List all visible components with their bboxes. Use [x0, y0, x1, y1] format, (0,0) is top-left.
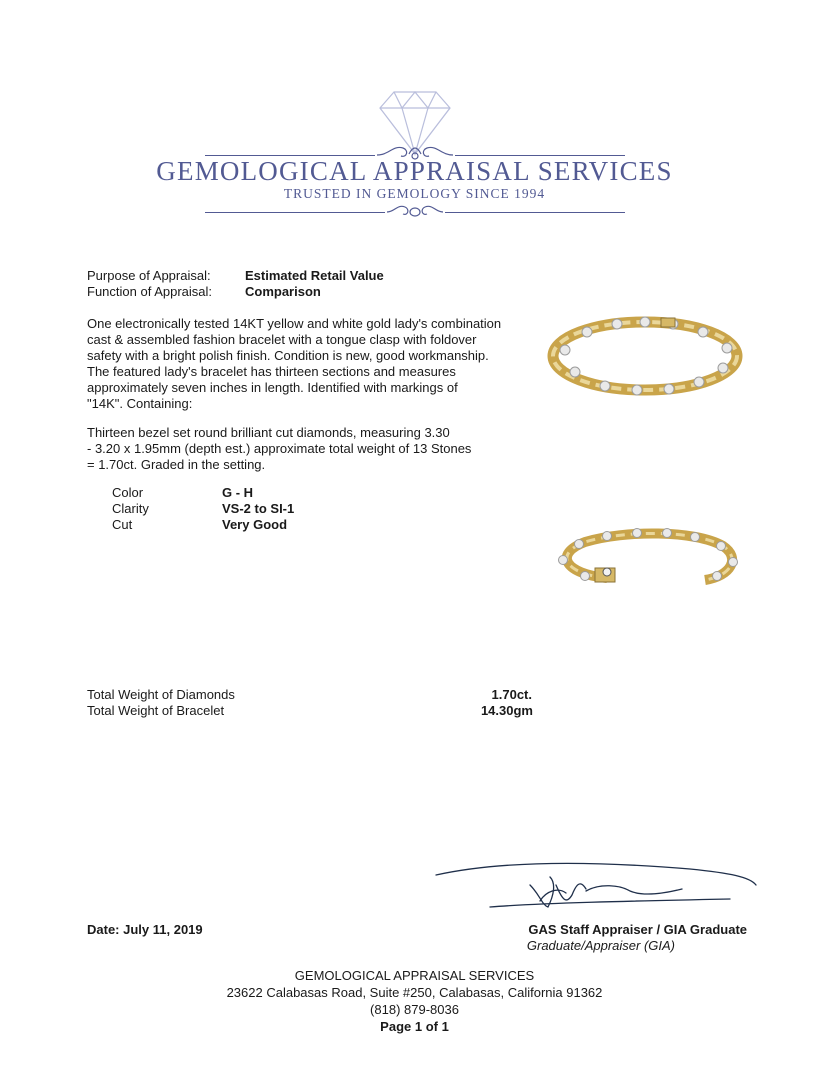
- header-rule: [205, 212, 385, 213]
- color-value: G - H: [222, 485, 254, 500]
- cut-label: Cut: [112, 517, 133, 532]
- footer-phone: (818) 879-8036: [370, 1002, 459, 1017]
- function-value: Comparison: [245, 284, 321, 299]
- total-diamond-weight-value: 1.70ct.: [491, 687, 532, 702]
- footer-company: GEMOLOGICAL APPRAISAL SERVICES: [294, 968, 535, 983]
- clarity-value: VS-2 to SI-1: [222, 501, 295, 516]
- total-bracelet-weight-value: 14.30gm: [480, 703, 533, 718]
- header-rule: [445, 212, 625, 213]
- footer-address: 23622 Calabasas Road, Suite #250, Calabasas, California 91362: [226, 985, 603, 1000]
- page-number: Page 1 of 1: [380, 1019, 449, 1034]
- stone-description: Thirteen bezel set round brilliant cut diamonds, measuring 3.30 - 3.20 x 1.95mm (depth est.) approximate total weight of 13 Stones = 1.70ct. Graded in the setting.: [87, 425, 472, 472]
- purpose-label: Purpose of Appraisal:: [87, 268, 211, 283]
- clarity-label: Clarity: [112, 501, 149, 516]
- appraiser-credential: Graduate/Appraiser (GIA): [526, 938, 675, 953]
- appraisal-date: Date: July 11, 2019: [87, 922, 203, 937]
- cut-value: Very Good: [222, 517, 288, 532]
- item-description: One electronically tested 14KT yellow and white gold lady's combination cast & assembled fashion bracelet with a tongue clasp with foldover safety with a bright polish finish. Condition is new, good workmanship. The featured lady's bracelet has thirteen sections and measures approximately seven inches in length. Identified with markings of "14K". Containing:: [87, 316, 502, 411]
- bracelet-photo: [545, 528, 745, 598]
- flourish-ornament-icon: [385, 200, 445, 224]
- total-diamond-weight-label: Total Weight of Diamonds: [87, 687, 235, 702]
- company-name: GEMOLOGICAL APPRAISAL SERVICES: [156, 156, 673, 186]
- purpose-value: Estimated Retail Value: [245, 268, 384, 283]
- color-label: Color: [112, 485, 144, 500]
- bracelet-photo: [545, 310, 745, 402]
- total-bracelet-weight-label: Total Weight of Bracelet: [87, 703, 225, 718]
- company-tagline: TRUSTED IN GEMOLOGY SINCE 1994: [283, 186, 546, 201]
- appraiser-title: GAS Staff Appraiser / GIA Graduate: [528, 922, 747, 937]
- handwritten-signature: [430, 855, 760, 915]
- function-label: Function of Appraisal:: [87, 284, 213, 299]
